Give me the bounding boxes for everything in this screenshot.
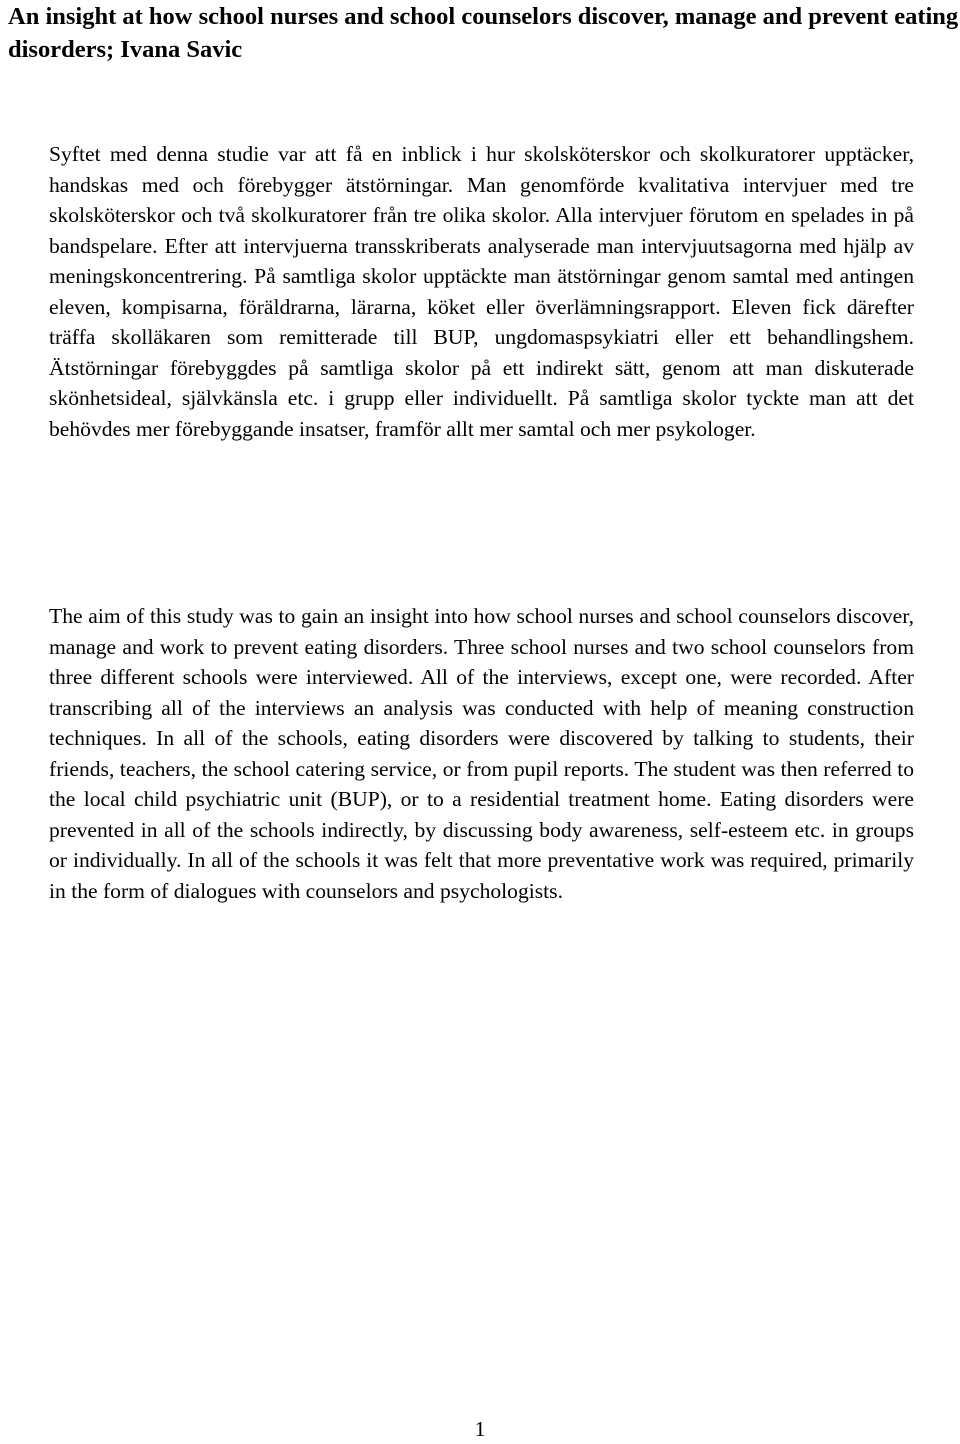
abstract-swedish: Syftet med denna studie var att få en inblick i hur skolsköterskor och skolkuratorer upptäcker, handskas med och förebygger ätstörningar. Man genomförde kvalitativa intervjuer med tre skolsköterskor och två skolkuratorer från tre olika skolor. Alla intervjuer förutom en spelades in på bandspelare. Efter att intervjuerna transskriberats analyserade man intervjuutsagorna med hjälp av meningskoncentrering. På samtliga skolor upptäckte man ätstörningar genom samtal med antingen eleven, kompisarna, föräldrarna, lärarna, köket eller överlämningsrapport. Eleven fick därefter träffa skolläkaren som remitterade till BUP, ungdomaspsykiatri eller ett behandlingshem. Ätstörningar förebyggdes på samtliga skolor på ett indirekt sätt, genom att man diskuterade skönhetsideal, självkänsla etc. i grupp eller individuellt. På samtliga skolor tyckte man att det behövdes mer förebyggande insatser, framför allt mer samtal och mer psykologer. bbox=[49, 142, 914, 441]
abstract-english: The aim of this study was to gain an insight into how school nurses and school counselors discover, manage and work to prevent eating disorders. Three school nurses and two school counselors from three different schools were interviewed. All of the interviews, except one, were recorded. After transcribing all of the interviews an analysis was conducted with help of meaning construction techniques. In all of the schools, eating disorders were discovered by talking to students, their friends, teachers, the school catering service, or from pupil reports. The student was then referred to the local child psychiatric unit (BUP), or to a residential treatment home. Eating disorders were prevented in all of the schools indirectly, by discussing body awareness, self-esteem etc. in groups or individually. In all of the schools it was felt that more preventative work was required, primarily in the form of dialogues with counselors and psychologists. bbox=[49, 604, 914, 903]
document-title: An insight at how school nurses and school counselors discover, manage and prevent eating disorders; Ivana Savic bbox=[8, 3, 959, 63]
page-number: 1 bbox=[474, 1417, 486, 1441]
